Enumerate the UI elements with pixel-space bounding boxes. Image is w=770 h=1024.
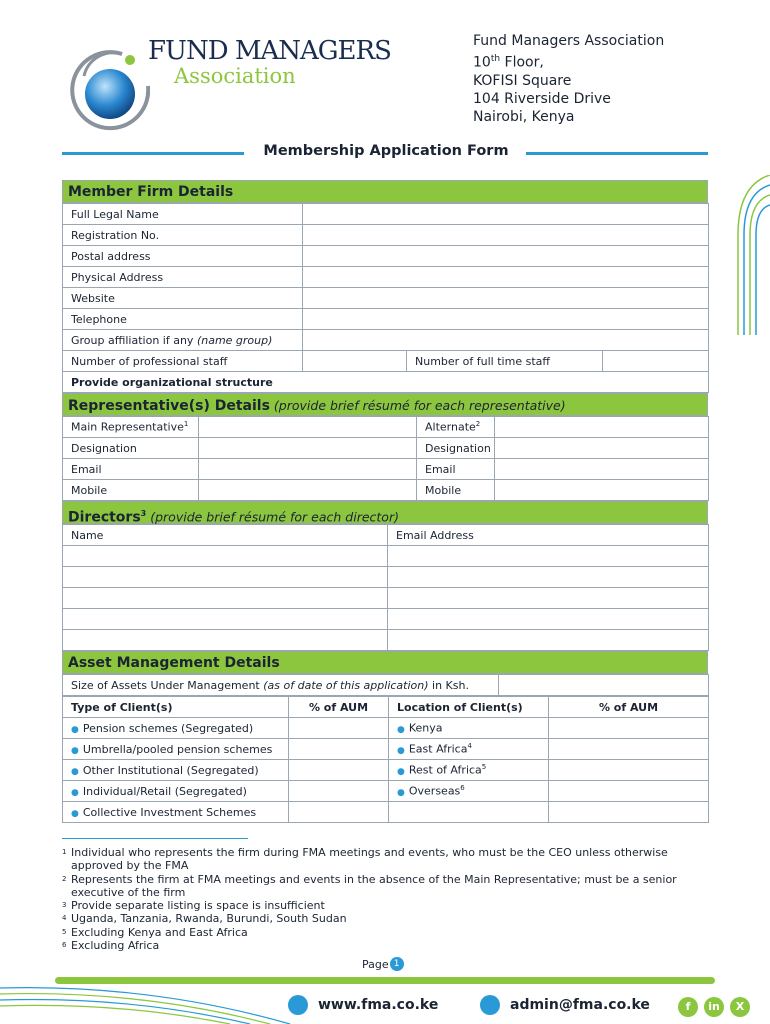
logo-subtitle: Association xyxy=(174,64,296,88)
table-row xyxy=(63,372,709,393)
website-link[interactable]: www.fma.co.ke xyxy=(318,997,439,1013)
location-label: ● East Africa$^4$ xyxy=(389,739,549,760)
alternate-mobile-field[interactable] xyxy=(495,480,709,501)
table-row xyxy=(63,525,709,546)
column-header: % of AUM xyxy=(549,697,709,718)
table-row xyxy=(63,351,709,372)
footnote: 1 Individual who represents the firm during FMA meetings and events, who must be the CEO unless otherwise approved by the FMA xyxy=(62,846,668,873)
table-row xyxy=(63,330,709,351)
email-link[interactable]: admin@fma.co.ke xyxy=(510,997,650,1013)
director-name-field[interactable] xyxy=(63,630,388,651)
column-header: Email Address xyxy=(388,525,709,546)
table-row xyxy=(63,246,709,267)
facebook-icon[interactable]: f xyxy=(678,997,698,1017)
table-row xyxy=(63,781,709,802)
column-header: % of AUM xyxy=(289,697,389,718)
registration-no-field[interactable] xyxy=(303,225,709,246)
alternate-field[interactable] xyxy=(495,417,709,438)
field-label: Designation xyxy=(417,438,495,459)
table-row xyxy=(63,417,709,438)
field-label: Mobile xyxy=(63,480,199,501)
main-representative-field[interactable] xyxy=(199,417,417,438)
director-email-field[interactable] xyxy=(388,588,709,609)
location-label: ● Rest of Africa$^5$ xyxy=(389,760,549,781)
linkedin-icon[interactable]: in xyxy=(704,997,724,1017)
bullet-icon: ● xyxy=(71,808,79,819)
footnote: 4 Uganda, Tanzania, Rwanda, Burundi, South Sudan xyxy=(62,912,347,926)
globe-logo-icon xyxy=(70,36,150,136)
table-row xyxy=(63,609,709,630)
bullet-icon: ● xyxy=(397,724,405,735)
location-label: ● Overseas$^6$ xyxy=(389,781,549,802)
field-label: Number of professional staff xyxy=(63,351,303,372)
field-label: Email xyxy=(63,459,199,480)
social-links xyxy=(678,997,750,1017)
form-title: Membership Application Form xyxy=(263,143,509,159)
empty-cell xyxy=(549,802,709,823)
group-affiliation-field[interactable] xyxy=(303,330,709,351)
alternate-designation-field[interactable] xyxy=(495,438,709,459)
alternate-email-field[interactable] xyxy=(495,459,709,480)
location-aum-field[interactable] xyxy=(549,781,709,802)
footer-email[interactable] xyxy=(480,995,650,1015)
x-twitter-icon[interactable]: X xyxy=(730,997,750,1017)
logo-title: FUND MANAGERS xyxy=(148,36,391,66)
field-label: Telephone xyxy=(63,309,303,330)
director-email-field[interactable] xyxy=(388,609,709,630)
client-type-label: ● Individual/Retail (Segregated) xyxy=(63,781,289,802)
empty-cell xyxy=(389,802,549,823)
field-label: Registration No. xyxy=(63,225,303,246)
footer-swoosh xyxy=(0,984,300,1024)
footnotes xyxy=(62,846,682,952)
form-title-row xyxy=(62,143,708,165)
professional-staff-field[interactable] xyxy=(303,351,407,372)
bullet-icon: ● xyxy=(71,787,79,798)
aum-percent-field[interactable] xyxy=(289,802,389,823)
column-header: Location of Client(s) xyxy=(389,697,549,718)
aum-size-field[interactable] xyxy=(499,675,709,696)
client-breakdown-table xyxy=(62,696,709,823)
aum-percent-field[interactable] xyxy=(289,781,389,802)
table-row xyxy=(63,739,709,760)
director-name-field[interactable] xyxy=(63,588,388,609)
director-email-field[interactable] xyxy=(388,546,709,567)
page-number: 1 xyxy=(390,957,404,971)
field-label: Size of Assets Under Management (as of date of this application) in Ksh. xyxy=(63,675,499,696)
footnote: 3 Provide separate listing is space is insufficient xyxy=(62,899,325,913)
section-member-firm: Member Firm Details xyxy=(62,180,708,203)
title-rule-right xyxy=(526,152,708,155)
address-block xyxy=(473,32,664,126)
field-label: Alternate$^2$ xyxy=(417,417,495,438)
postal-address-field[interactable] xyxy=(303,246,709,267)
aum-percent-field[interactable] xyxy=(289,739,389,760)
table-row xyxy=(63,480,709,501)
table-row xyxy=(63,546,709,567)
bullet-icon: ● xyxy=(71,745,79,756)
address-line: 10th Floor, xyxy=(473,54,544,71)
table-row xyxy=(63,204,709,225)
aum-percent-field[interactable] xyxy=(289,718,389,739)
physical-address-field[interactable] xyxy=(303,267,709,288)
address-line: Fund Managers Association xyxy=(473,33,665,49)
field-label: Mobile xyxy=(417,480,495,501)
client-type-label: ● Pension schemes (Segregated) xyxy=(63,718,289,739)
section-asset-management: Asset Management Details xyxy=(62,651,708,674)
table-row xyxy=(63,697,709,718)
aum-percent-field[interactable] xyxy=(289,760,389,781)
footer-website[interactable] xyxy=(288,995,438,1015)
table-row xyxy=(63,267,709,288)
fma-logo xyxy=(70,36,390,136)
application-form xyxy=(62,180,708,823)
main-mobile-field[interactable] xyxy=(199,480,417,501)
table-row xyxy=(63,567,709,588)
location-aum-field[interactable] xyxy=(549,718,709,739)
director-name-field[interactable] xyxy=(63,546,388,567)
table-row xyxy=(63,438,709,459)
table-row xyxy=(63,802,709,823)
table-row xyxy=(63,588,709,609)
location-aum-field[interactable] xyxy=(549,760,709,781)
field-label: Group affiliation if any (name group) xyxy=(63,330,303,351)
footer-bar xyxy=(55,977,715,984)
member-firm-table xyxy=(62,203,709,393)
title-rule-left xyxy=(62,152,244,155)
representatives-table xyxy=(62,416,709,501)
table-row xyxy=(63,675,709,696)
field-label: Number of full time staff xyxy=(407,351,603,372)
mail-icon xyxy=(480,995,500,1015)
table-row xyxy=(63,288,709,309)
telephone-field[interactable] xyxy=(303,309,709,330)
field-label: Full Legal Name xyxy=(63,204,303,225)
client-type-label: ● Umbrella/pooled pension schemes xyxy=(63,739,289,760)
footnote: 5 Excluding Kenya and East Africa xyxy=(62,925,248,939)
field-label: Designation xyxy=(63,438,199,459)
page-label: Page xyxy=(362,957,389,971)
page-indicator xyxy=(362,957,404,971)
website-field[interactable] xyxy=(303,288,709,309)
address-line: 104 Riverside Drive xyxy=(473,90,611,107)
table-row xyxy=(63,718,709,739)
address-line: KOFISI Square xyxy=(473,72,572,89)
address-line: Nairobi, Kenya xyxy=(473,108,575,125)
bullet-icon: ● xyxy=(71,724,79,735)
field-label: Physical Address xyxy=(63,267,303,288)
client-type-label: ● Other Institutional (Segregated) xyxy=(63,760,289,781)
table-row xyxy=(63,630,709,651)
director-name-field[interactable] xyxy=(63,567,388,588)
main-designation-field[interactable] xyxy=(199,438,417,459)
column-header: Type of Client(s) xyxy=(63,697,289,718)
bullet-icon: ● xyxy=(71,766,79,777)
location-label: ● Kenya xyxy=(389,718,549,739)
table-row xyxy=(63,225,709,246)
field-label: Main Representative$^1$ xyxy=(63,417,199,438)
fulltime-staff-field[interactable] xyxy=(603,351,709,372)
table-row xyxy=(63,760,709,781)
footnote: 2 Represents the firm at FMA meetings and events in the absence of the Main Representative; must be a senior executive of the firm xyxy=(62,872,677,899)
director-email-field[interactable] xyxy=(388,567,709,588)
globe-icon xyxy=(288,995,308,1015)
main-email-field[interactable] xyxy=(199,459,417,480)
field-label: Website xyxy=(63,288,303,309)
footnote-divider xyxy=(62,838,248,839)
bullet-icon: ● xyxy=(397,745,405,756)
director-name-field[interactable] xyxy=(63,609,388,630)
asset-management-table xyxy=(62,674,709,696)
table-row xyxy=(63,309,709,330)
location-aum-field[interactable] xyxy=(549,739,709,760)
full-legal-name-field[interactable] xyxy=(303,204,709,225)
directors-table xyxy=(62,524,709,651)
bullet-icon: ● xyxy=(397,766,405,777)
column-header: Name xyxy=(63,525,388,546)
edge-decoration xyxy=(730,175,770,335)
footnote: 6 Excluding Africa xyxy=(62,939,160,953)
director-email-field[interactable] xyxy=(388,630,709,651)
client-type-label: ● Collective Investment Schemes xyxy=(63,802,289,823)
section-representatives: Representative(s) Details (provide brief résumé for each representative) xyxy=(62,393,708,416)
section-directors: Directors$^3$ (provide brief résumé for each director) xyxy=(62,501,708,524)
bullet-icon: ● xyxy=(397,787,405,798)
table-row xyxy=(63,459,709,480)
field-label: Email xyxy=(417,459,495,480)
field-label: Postal address xyxy=(63,246,303,267)
org-structure-label: Provide organizational structure xyxy=(63,372,709,393)
